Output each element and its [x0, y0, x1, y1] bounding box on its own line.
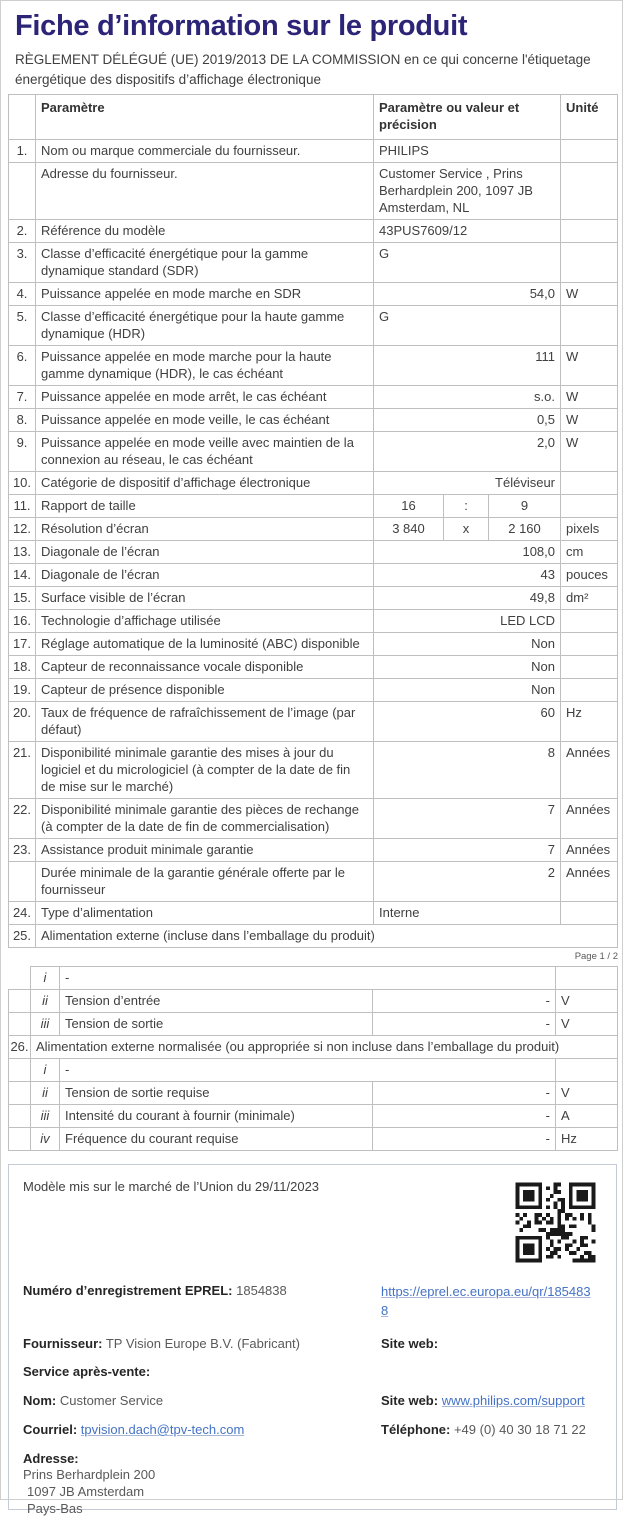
row-parameter: Alimentation externe (incluse dans l’emballage du produit) [36, 925, 618, 948]
row-parameter: - [60, 967, 556, 990]
row-number: 9. [9, 432, 36, 472]
row-number: 20. [9, 702, 36, 742]
phone-info [381, 1421, 602, 1439]
row-unit [561, 656, 618, 679]
row-unit: A [556, 1105, 618, 1128]
row-number: 17. [9, 633, 36, 656]
row-number: 22. [9, 799, 36, 839]
row-unit [561, 220, 618, 243]
row-unit [561, 610, 618, 633]
row-value: - [373, 1082, 556, 1105]
row-value: PHILIPS [374, 140, 561, 163]
address-block [23, 1451, 602, 1517]
table-row [9, 518, 618, 541]
name-value: Customer Service [59, 1393, 164, 1408]
row-value: - [373, 1128, 556, 1151]
row-subnumber: ii [31, 990, 60, 1013]
row-parameter: - [60, 1059, 556, 1082]
table-row [9, 1059, 618, 1082]
row-value: - [373, 990, 556, 1013]
table-row [9, 656, 618, 679]
row-parameter: Capteur de présence disponible [36, 679, 374, 702]
table-row [9, 1036, 618, 1059]
row-parameter: Disponibilité minimale garantie des mises à jour du logiciel et du micrologiciel (à compter de la date de fin de mise sur le marché) [36, 742, 374, 799]
row-unit: pouces [561, 564, 618, 587]
page-indicator: Page 1 / 2 [574, 951, 618, 962]
row-unit: V [556, 1082, 618, 1105]
row-number: 5. [9, 306, 36, 346]
spec-table-body [9, 140, 618, 948]
row-unit [561, 679, 618, 702]
row-unit: Années [561, 742, 618, 799]
table-row [9, 1082, 618, 1105]
email-info [23, 1421, 381, 1439]
row-number: 16. [9, 610, 36, 633]
header-parameter-cell: Paramètre [36, 95, 374, 140]
row-number: 21. [9, 742, 36, 799]
eprel-link[interactable]: https://eprel.ec.europa.eu/qr/1854838 [381, 1284, 591, 1318]
row-unit: pixels [561, 518, 618, 541]
row-number: 10. [9, 472, 36, 495]
row-unit: dm² [561, 587, 618, 610]
row-subnumber: iii [31, 1105, 60, 1128]
row-number: 11. [9, 495, 36, 518]
row-parameter: Nom ou marque commerciale du fournisseur. [36, 140, 374, 163]
spec-table-header-row [9, 95, 618, 140]
header-value-cell: Paramètre ou valeur et précision [374, 95, 561, 140]
table-row [9, 541, 618, 564]
row-parameter: Tension de sortie [60, 1013, 373, 1036]
row-parameter: Classe d’efficacité énergétique pour la haute gamme dynamique (HDR) [36, 306, 374, 346]
row-parameter: Puissance appelée en mode marche pour la haute gamme dynamique (HDR), le cas échéant [36, 346, 374, 386]
row-number [9, 1013, 31, 1036]
row-value: 108,0 [374, 541, 561, 564]
table-row [9, 990, 618, 1013]
row-parameter: Assistance produit minimale garantie [36, 839, 374, 862]
table-row [9, 306, 618, 346]
header [1, 1, 622, 94]
row-number: 24. [9, 902, 36, 925]
row-number [9, 1082, 31, 1105]
table-row [9, 967, 618, 990]
row-value-part: 16 [374, 495, 444, 518]
support-website-link[interactable]: www.philips.com/support [441, 1393, 585, 1408]
row-unit [561, 633, 618, 656]
supplier-info [23, 1335, 381, 1353]
row-number: 7. [9, 386, 36, 409]
table-row [9, 346, 618, 386]
row-value: 8 [374, 742, 561, 799]
row-unit: Années [561, 799, 618, 839]
address-line: Prins Berhardplein 200 [23, 1467, 156, 1482]
row-unit [561, 243, 618, 283]
row-subnumber: i [31, 1059, 60, 1082]
row-parameter: Durée minimale de la garantie générale offerte par le fournisseur [36, 862, 374, 902]
row-parameter: Rapport de taille [36, 495, 374, 518]
row-value: 7 [374, 799, 561, 839]
row-number: 8. [9, 409, 36, 432]
row-unit: W [561, 386, 618, 409]
row-parameter: Résolution d’écran [36, 518, 374, 541]
row-value: 43PUS7609/12 [374, 220, 561, 243]
spec-table2-body [9, 967, 618, 1151]
row-parameter: Technologie d’affichage utilisée [36, 610, 374, 633]
row-parameter: Fréquence du courant requise [60, 1128, 373, 1151]
row-number: 23. [9, 839, 36, 862]
row-unit: V [556, 990, 618, 1013]
table-row [9, 432, 618, 472]
row-parameter: Capteur de reconnaissance vocale disponible [36, 656, 374, 679]
support-website [381, 1392, 602, 1410]
row-parameter: Tension de sortie requise [60, 1082, 373, 1105]
row-parameter: Diagonale de l’écran [36, 564, 374, 587]
row-parameter: Adresse du fournisseur. [36, 163, 374, 220]
row-value: Customer Service , Prins Berhardplein 200, 1097 JB Amsterdam, NL [374, 163, 561, 220]
table-row [9, 679, 618, 702]
table-row [9, 587, 618, 610]
regulation-subtitle: RÈGLEMENT DÉLÉGUÉ (UE) 2019/2013 DE LA COMMISSION en ce qui concerne l'étiquetage énergétique des dispositifs d’affichage électronique [15, 52, 591, 87]
row-unit [561, 140, 618, 163]
row-unit: Années [561, 839, 618, 862]
table-row [9, 633, 618, 656]
row-unit: cm [561, 541, 618, 564]
row-value: Non [374, 633, 561, 656]
row-subnumber: ii [31, 1082, 60, 1105]
row-value: G [374, 306, 561, 346]
table-row [9, 472, 618, 495]
row-number: 1. [9, 140, 36, 163]
row-unit: Hz [561, 702, 618, 742]
row-value: 54,0 [374, 283, 561, 306]
row-unit [561, 902, 618, 925]
row-parameter: Surface visible de l’écran [36, 587, 374, 610]
address-line: Pays-Bas [27, 1501, 83, 1516]
table-row [9, 839, 618, 862]
row-value: Non [374, 679, 561, 702]
table-row [9, 1128, 618, 1151]
row-value-part: 3 840 [374, 518, 444, 541]
row-value: s.o. [374, 386, 561, 409]
table-row [9, 409, 618, 432]
name-label: Nom: [23, 1393, 57, 1408]
row-value: 2,0 [374, 432, 561, 472]
table-row [9, 925, 618, 948]
email-link[interactable]: tpvision.dach@tpv-tech.com [80, 1422, 245, 1437]
website2-label: Site web: [381, 1393, 439, 1408]
row-value: 0,5 [374, 409, 561, 432]
after-sales-row [23, 1363, 602, 1381]
row-number [9, 990, 31, 1013]
row-value: 60 [374, 702, 561, 742]
row-value: 43 [374, 564, 561, 587]
row-number: 6. [9, 346, 36, 386]
row-number: 19. [9, 679, 36, 702]
row-unit [556, 967, 618, 990]
row-value: Non [374, 656, 561, 679]
row-subnumber: iii [31, 1013, 60, 1036]
supplier-row [23, 1335, 602, 1353]
row-number [9, 1105, 31, 1128]
row-value-part: : [444, 495, 489, 518]
table-row [9, 386, 618, 409]
row-parameter: Puissance appelée en mode arrêt, le cas échéant [36, 386, 374, 409]
table-row [9, 1105, 618, 1128]
row-value: G [374, 243, 561, 283]
row-unit: V [556, 1013, 618, 1036]
row-value-part: 2 160 [489, 518, 561, 541]
eprel-row [23, 1282, 602, 1320]
row-value: LED LCD [374, 610, 561, 633]
row-unit [561, 472, 618, 495]
row-number: 4. [9, 283, 36, 306]
row-value: Téléviseur [374, 472, 561, 495]
row-unit: Hz [556, 1128, 618, 1151]
row-unit [561, 306, 618, 346]
row-number: 26. [9, 1036, 31, 1059]
service-name [23, 1392, 381, 1410]
qr-code [508, 1175, 603, 1270]
row-number: 13. [9, 541, 36, 564]
row-unit: W [561, 432, 618, 472]
address-line: 1097 JB Amsterdam [27, 1484, 145, 1499]
row-value: - [373, 1013, 556, 1036]
page-title: Fiche d’information sur le produit [15, 10, 468, 42]
row-parameter: Intensité du courant à fournir (minimale) [60, 1105, 373, 1128]
table-row [9, 243, 618, 283]
spec-table-page1 [8, 94, 618, 948]
row-parameter: Catégorie de dispositif d’affichage électronique [36, 472, 374, 495]
row-value: 111 [374, 346, 561, 386]
row-parameter: Référence du modèle [36, 220, 374, 243]
row-number: 18. [9, 656, 36, 679]
row-number [9, 967, 31, 990]
table-row [9, 220, 618, 243]
row-parameter: Diagonale de l’écran [36, 541, 374, 564]
row-unit: Années [561, 862, 618, 902]
table-row [9, 564, 618, 587]
row-unit [561, 495, 618, 518]
supplier-label: Fournisseur: [23, 1336, 103, 1351]
table-row [9, 862, 618, 902]
row-unit: W [561, 409, 618, 432]
eprel-number: 1854838 [236, 1283, 287, 1298]
table-row [9, 702, 618, 742]
row-parameter: Puissance appelée en mode veille avec maintien de la connexion au réseau, le cas échéant [36, 432, 374, 472]
row-parameter: Alimentation externe normalisée (ou appropriée si non incluse dans l’emballage du produit) [31, 1036, 618, 1059]
row-number: 25. [9, 925, 36, 948]
row-number: 3. [9, 243, 36, 283]
row-number [9, 163, 36, 220]
row-unit [556, 1059, 618, 1082]
phone-label: Téléphone: [381, 1422, 451, 1437]
eprel-registration [23, 1282, 381, 1320]
row-value: 49,8 [374, 587, 561, 610]
table-row [9, 163, 618, 220]
row-value-part: x [444, 518, 489, 541]
eprel-label: Numéro d’enregistrement EPREL: [23, 1283, 233, 1298]
row-parameter: Disponibilité minimale garantie des pièces de rechange (à compter de la date de fin de commercialisation) [36, 799, 374, 839]
website-label: Site web: [381, 1336, 439, 1351]
address-label: Adresse: [23, 1451, 79, 1466]
contact-info-box [8, 1164, 617, 1516]
row-parameter: Taux de fréquence de rafraîchissement de l’image (par défaut) [36, 702, 374, 742]
row-parameter: Puissance appelée en mode veille, le cas échéant [36, 409, 374, 432]
table-row [9, 902, 618, 925]
service-name-row [23, 1392, 602, 1410]
table-row [9, 610, 618, 633]
table-row [9, 799, 618, 839]
header-number-cell [9, 95, 36, 140]
row-parameter: Réglage automatique de la luminosité (ABC) disponible [36, 633, 374, 656]
table-row [9, 742, 618, 799]
market-date-text: Modèle mis sur le marché de l’Union du 29/11/2023 [23, 1179, 320, 1194]
row-number: 12. [9, 518, 36, 541]
row-parameter: Puissance appelée en mode marche en SDR [36, 283, 374, 306]
row-value: 2 [374, 862, 561, 902]
row-unit [561, 163, 618, 220]
email-row [23, 1421, 602, 1439]
row-value: 7 [374, 839, 561, 862]
row-value: Interne [374, 902, 561, 925]
row-parameter: Tension d’entrée [60, 990, 373, 1013]
table-row [9, 140, 618, 163]
email-label: Courriel: [23, 1422, 78, 1437]
row-parameter: Classe d’efficacité énergétique pour la gamme dynamique standard (SDR) [36, 243, 374, 283]
spec-table-page2 [8, 966, 618, 1151]
table-row [9, 283, 618, 306]
row-subnumber: i [31, 967, 60, 990]
row-unit: W [561, 283, 618, 306]
row-value-part: 9 [489, 495, 561, 518]
after-sales-label: Service après-vente: [23, 1364, 151, 1379]
supplier-value: TP Vision Europe B.V. (Fabricant) [105, 1336, 300, 1351]
row-subnumber: iv [31, 1128, 60, 1151]
table-row [9, 495, 618, 518]
row-number [9, 862, 36, 902]
table-row [9, 1013, 618, 1036]
row-value: - [373, 1105, 556, 1128]
header-unit-cell: Unité [561, 95, 618, 140]
row-unit: W [561, 346, 618, 386]
phone-value: +49 (0) 40 30 18 71 22 [453, 1422, 586, 1437]
row-number [9, 1128, 31, 1151]
row-parameter: Type d’alimentation [36, 902, 374, 925]
row-number: 14. [9, 564, 36, 587]
row-number: 15. [9, 587, 36, 610]
row-number [9, 1059, 31, 1082]
row-number: 2. [9, 220, 36, 243]
